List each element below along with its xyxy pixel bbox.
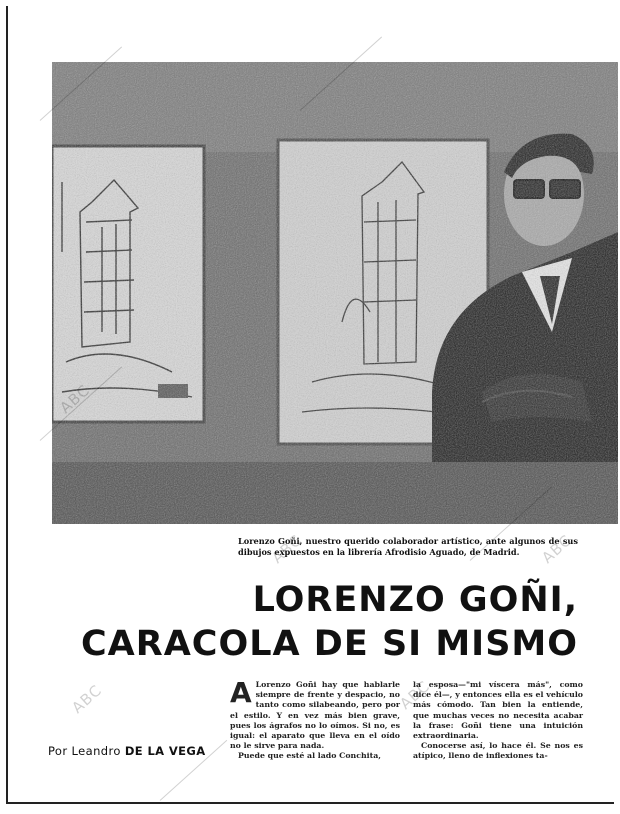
byline — [48, 744, 206, 758]
byline-prefix: Por Leandro — [48, 744, 121, 758]
article-column-2 — [413, 680, 583, 762]
headline-line-1: LORENZO GOÑI, — [252, 580, 578, 620]
watermark: ABC — [68, 681, 106, 717]
watermark: ABC — [268, 531, 306, 567]
photo-caption: Lorenzo Goñi, nuestro querido colaborador artístico, ante algunos de sus dibujos expuestos en la librería Afrodisio Aguado, de Madrid. — [238, 536, 578, 557]
watermark: ABC — [56, 381, 94, 417]
exhibition-photo — [52, 62, 618, 524]
headline — [58, 578, 578, 666]
byline-author: DE LA VEGA — [124, 744, 206, 758]
headline-line-2: CARACOLA DE SI MISMO — [80, 624, 578, 664]
watermark: ABC — [538, 531, 576, 567]
watermark: ABC — [396, 677, 434, 713]
article-paragraph: la esposa—"mi víscera más", como dice él—, y entonces ella es el vehículo más cómodo. Tan bien la entiende, que muchas veces no necesita acabar la frase: Goñi tiene una intuición extraordinaria. — [413, 680, 583, 741]
article-paragraph: Puede que esté al lado Conchita, — [238, 751, 381, 761]
photo-illustration — [52, 62, 618, 524]
drop-cap: A — [230, 676, 252, 709]
article-paragraph: Lorenzo Goñi hay que hablarle siempre de frente y despacio, no tanto como silabeando, pero por el estilo. Y en vez más bien grave, pues los ágrafos no lo oímos. Si no, es igual: el aparato que lleva en el oído no le sirve para nada. — [230, 680, 400, 751]
article-paragraph: Conocerse así, lo hace él. Se nos es atípico, lleno de inflexiones ta- — [413, 741, 583, 761]
article-column-1 — [230, 676, 400, 762]
